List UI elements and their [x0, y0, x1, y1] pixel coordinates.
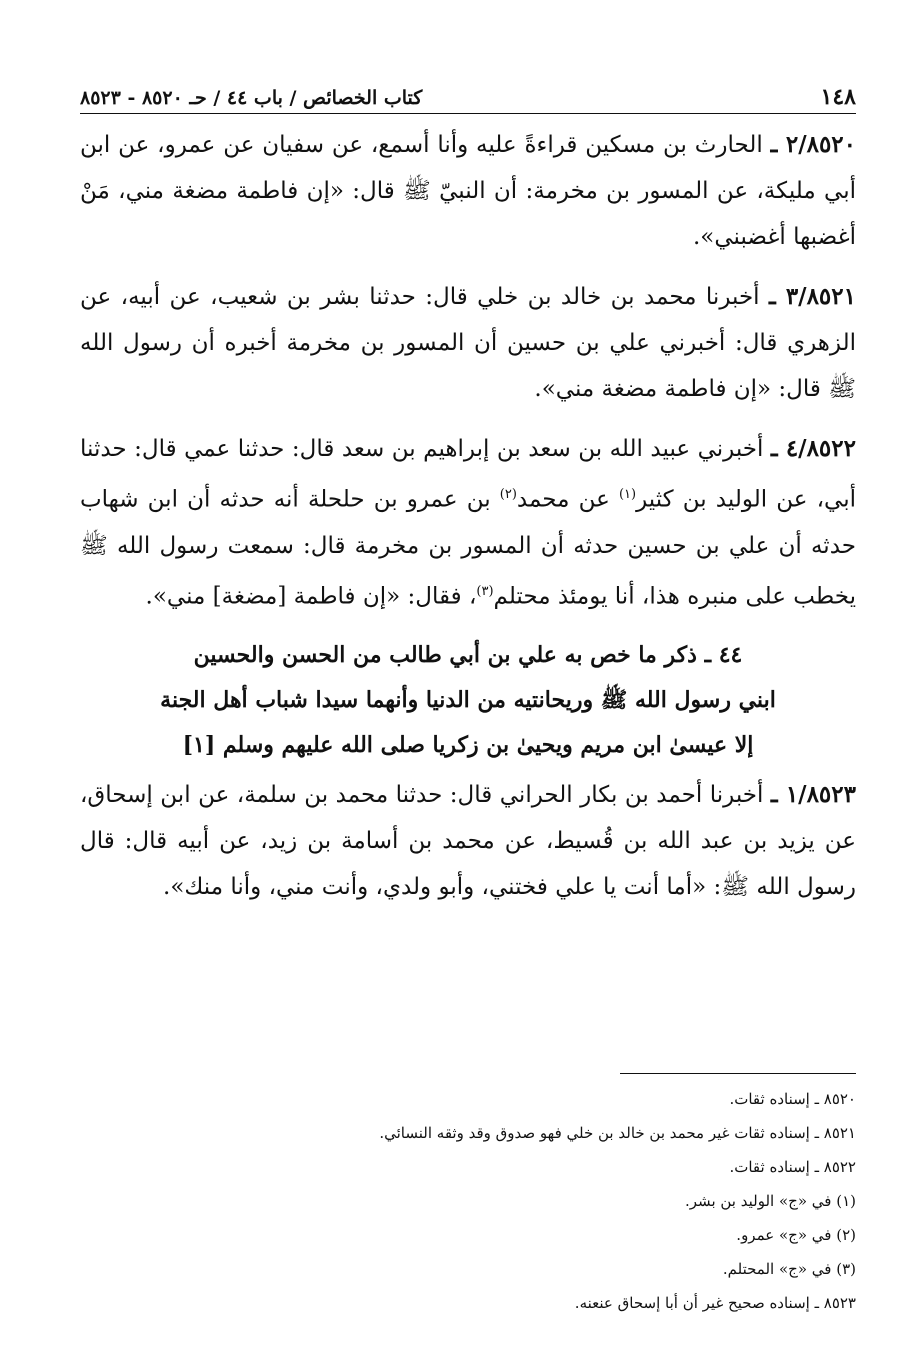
hadith-text: أخبرنا محمد بن خالد بن خلي قال: حدثنا بشر بن شعيب، عن أبيه، عن الزهري قال: أخبرني علي بن حسين أن المسور بن مخرمة أخبره أن رسول الله ﷺ قال: «إن فاطمة مضغة مني».	[80, 284, 856, 402]
hadith-number: ١/٨٥٢٣ ـ	[770, 781, 856, 809]
hadith-8520	[80, 122, 856, 260]
running-title: كتاب الخصائص / باب ٤٤ / حـ ٨٥٢٠ - ٨٥٢٣	[80, 87, 423, 109]
section-heading-line: ٤٤ ـ ذكر ما خص به علي بن أبي طالب من الحسن والحسين	[193, 642, 743, 669]
footnote-line: (١) في «ج» الوليد بن بشر.	[685, 1192, 856, 1210]
section-heading-line: ابني رسول الله ﷺ وريحانتيه من الدنيا وأنهما سيدا شباب أهل الجنة	[160, 687, 776, 714]
footnote-line: ٨٥٢٢ ـ إسناده ثقات.	[729, 1158, 856, 1176]
section-heading-line: إلا عيسىٰ ابن مريم ويحيىٰ بن زكريا صلى الله عليهم وسلم [١]	[182, 732, 754, 759]
hadith-text: أخبرنا أحمد بن بكار الحراني قال: حدثنا محمد بن سلمة، عن ابن إسحاق، عن يزيد بن عبد الله بن قُسيط، عن محمد بن أسامة بن زيد، عن أبيه قال: قال رسول الله ﷺ: «أما أنت يا علي فختني، وأبو ولدي، وأنت مني، وأنا منك».	[80, 782, 856, 901]
hadith-8523	[80, 772, 856, 910]
page-number: ١٤٨	[820, 84, 856, 110]
section-heading	[80, 633, 856, 768]
running-header	[80, 84, 856, 114]
hadith-text: أخبرني عبيد الله بن سعد بن إبراهيم بن سعد قال: حدثنا عمي قال: حدثنا أبي، عن الوليد بن كثير	[80, 436, 856, 513]
footnote-line: ٨٥٢١ ـ إسناده ثقات غير محمد بن خالد بن خلي فهو صدوق وقد وثقه النسائي.	[379, 1124, 856, 1142]
hadith-8522	[80, 426, 856, 619]
hadith-number: ٣/٨٥٢١ ـ	[768, 283, 856, 310]
footnote-ref: (٢)	[499, 487, 517, 502]
hadith-number: ٢/٨٥٢٠ ـ	[770, 131, 857, 158]
hadith-text: ، فقال: «إن فاطمة [مضغة] مني».	[145, 583, 477, 610]
hadith-8521	[80, 274, 856, 412]
footnote-divider	[620, 1073, 856, 1074]
hadith-text: بن عمرو بن حلحلة أنه حدثه أن ابن شهاب حدثه أن علي بن حسين حدثه أن المسور بن مخرمة قال: سمعت رسول الله ﷺ يخطب على منبره هذا، أنا يومئذ محتلم	[80, 486, 856, 610]
hadith-text: الحارث بن مسكين قراءةً عليه وأنا أسمع، عن سفيان عن عمرو، عن ابن أبي مليكة، عن المسور بن مخرمة: أن النبيّ ﷺ قال: «إن فاطمة مضغة مني، مَنْ أغضبها أغضبني».	[80, 132, 856, 250]
footnote-ref: (١)	[618, 487, 637, 502]
hadith-number: ٤/٨٥٢٢ ـ	[770, 435, 856, 462]
footnotes	[80, 1073, 856, 1320]
main-text	[80, 122, 856, 910]
footnote-line: ٨٥٢٠ ـ إسناده ثقات.	[729, 1090, 856, 1108]
footnote-line: ٨٥٢٣ ـ إسناده صحيح غير أن أبا إسحاق عنعنه.	[574, 1294, 856, 1312]
hadith-text: عن محمد	[516, 486, 619, 513]
footnote-line: (٢) في «ج» عمرو.	[736, 1226, 856, 1244]
footnote-line: (٣) في «ج» المحتلم.	[722, 1260, 856, 1278]
footnote-ref: (٣)	[476, 583, 494, 599]
